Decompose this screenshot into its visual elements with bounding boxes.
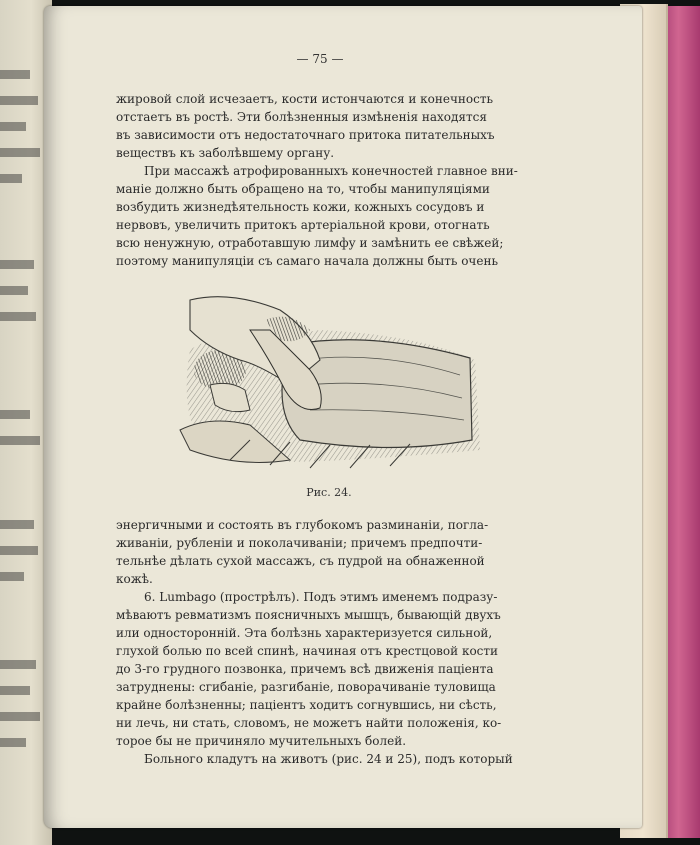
text-line: кожѣ. bbox=[116, 572, 153, 586]
page-number: — 75 — bbox=[296, 52, 344, 66]
text-line: поэтому манипуляціи съ самаго начала должны быть очень bbox=[116, 254, 499, 268]
text-line: живаніи, рубленіи и поколачиваніи; причемъ предпочти- bbox=[116, 536, 483, 550]
left-page-text-fragment bbox=[0, 410, 30, 419]
figure-caption: Рис. 24. bbox=[306, 486, 352, 499]
massage-illustration bbox=[170, 290, 488, 480]
text-line: веществъ къ заболѣвшему органу. bbox=[116, 146, 335, 160]
left-page-text-fragment bbox=[0, 660, 36, 669]
left-page-text-fragment bbox=[0, 174, 22, 183]
left-page-text-fragment bbox=[0, 122, 26, 131]
text-line: глухой болью по всей спинѣ, начиная отъ крестцовой кости bbox=[116, 644, 499, 658]
text-line: 6. Lumbago (прострѣлъ). Подъ этимъ именемъ подразу- bbox=[144, 590, 498, 604]
text-line: мѣваютъ ревматизмъ поясничныхъ мышцъ, бывающій двухъ bbox=[116, 608, 501, 622]
text-line: всю ненужную, отработавшую лимфу и замѣнить ее свѣжей; bbox=[116, 236, 504, 250]
text-line: нервовъ, увеличить притокъ артеріальной крови, отогнать bbox=[116, 218, 490, 232]
left-page-text-fragment bbox=[0, 286, 28, 295]
left-page-text-fragment bbox=[0, 738, 26, 747]
text-line: При массажѣ атрофированныхъ конечностей главное вни- bbox=[144, 164, 518, 178]
left-page-text-fragment bbox=[0, 148, 40, 157]
left-page-text-fragment bbox=[0, 312, 36, 321]
book-cover-edge bbox=[664, 6, 700, 838]
text-line: маніе должно быть обращено на то, чтобы манипуляціями bbox=[116, 182, 490, 196]
left-page-text-fragment bbox=[0, 96, 38, 105]
left-page-text-fragment bbox=[0, 260, 34, 269]
left-page-text-fragment bbox=[0, 686, 30, 695]
left-page-text-fragment bbox=[0, 572, 24, 581]
text-line: жировой слой исчезаетъ, кости истончаются и конечность bbox=[116, 92, 494, 106]
left-page-text-fragment bbox=[0, 436, 40, 445]
text-line: отстаетъ въ ростѣ. Эти болѣзненныя измѣненія находятся bbox=[116, 110, 487, 124]
left-page-text-fragment bbox=[0, 546, 38, 555]
text-line: крайне болѣзненны; паціентъ ходитъ согнувшись, ни сѣсть, bbox=[116, 698, 497, 712]
left-page-text-fragment bbox=[0, 712, 40, 721]
text-line: до 3-го грудного позвонка, причемъ всѣ движенія паціента bbox=[116, 662, 494, 676]
text-line: тельнѣе дѣлать сухой массажъ, съ пудрой на обнаженной bbox=[116, 554, 485, 568]
text-line: или односторонній. Эта болѣзнь характеризуется сильной, bbox=[116, 626, 493, 640]
text-line: ни лечь, ни стать, словомъ, не можетъ найти положенія, ко- bbox=[116, 716, 502, 730]
text-line: Больного кладутъ на животъ (рис. 24 и 25), подъ который bbox=[144, 752, 513, 766]
text-line: затруднены: сгибаніе, разгибаніе, поворачиваніе туловища bbox=[116, 680, 496, 694]
left-page-text-fragment bbox=[0, 520, 34, 529]
text-line: энергичными и состоять въ глубокомъ разминаніи, погла- bbox=[116, 518, 489, 532]
text-block-bottom bbox=[116, 516, 544, 768]
left-page-text-fragment bbox=[0, 70, 30, 79]
text-line: возбудить жизнедѣятельность кожи, кожныхъ сосудовъ и bbox=[116, 200, 485, 214]
text-block-top bbox=[116, 90, 544, 270]
text-line: торое бы не причиняло мучительныхъ болей. bbox=[116, 734, 407, 748]
text-line: въ зависимости отъ недостаточнаго притока питательныхъ bbox=[116, 128, 495, 142]
